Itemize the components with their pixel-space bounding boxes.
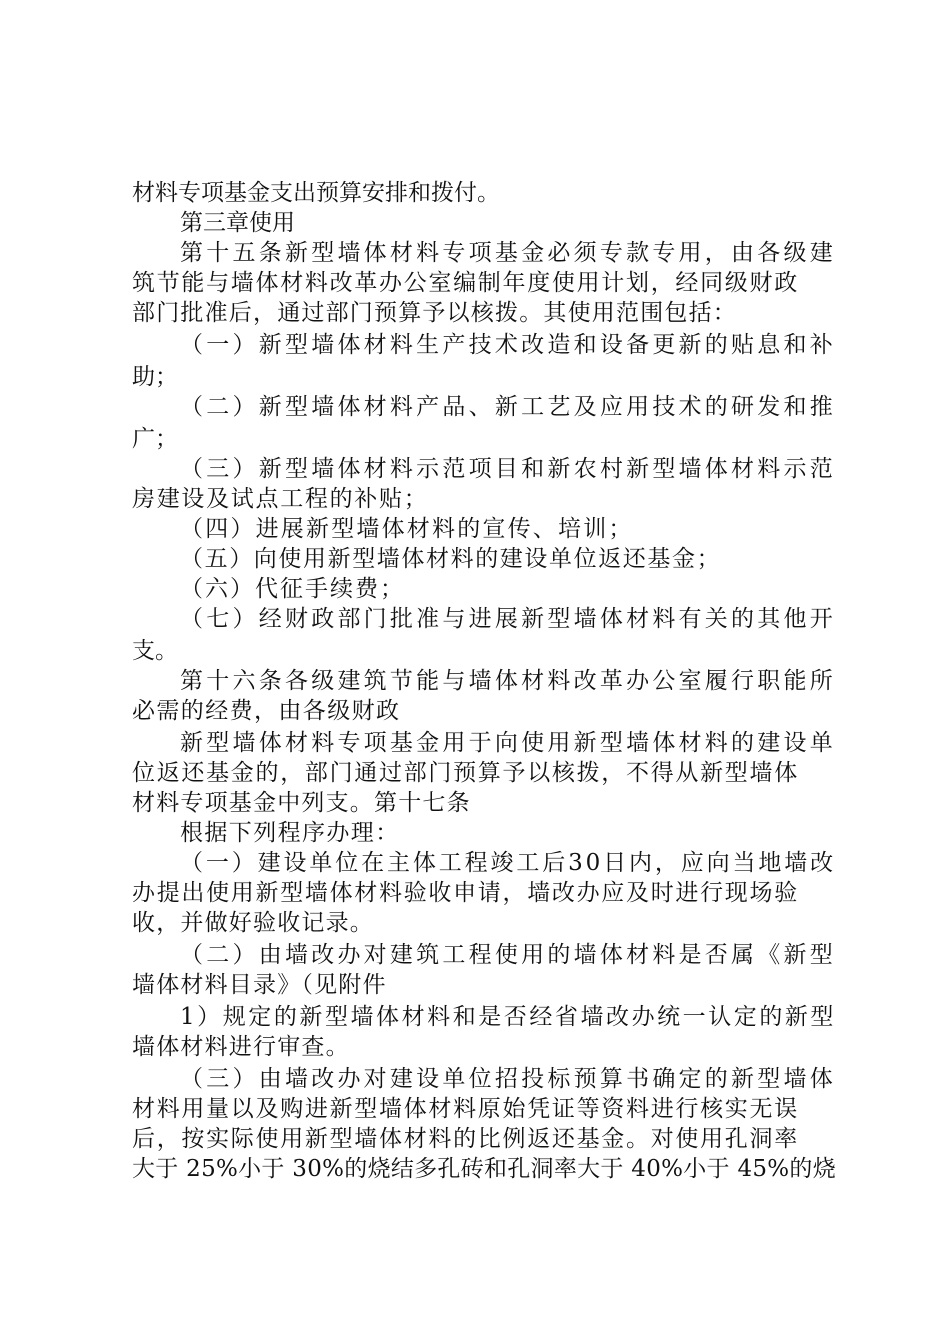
text-line: 筑节能与墙体材料改革办公室编制年度使用计划，经同级财政 [132, 270, 799, 296]
text-line: 大于 25%小于 30%的烧结多孔砖和孔洞率大于 40%小于 45%的烧 [132, 1156, 836, 1182]
text-line: 必需的经费，由各级财政 [132, 698, 401, 724]
text-line: （一）建设单位在主体工程竣工后30日内，应向当地墙改 [180, 850, 836, 876]
text-line: 第十五条新型墙体材料专项基金必须专款专用，由各级建 [180, 240, 836, 266]
text-line: （二）由墙改办对建筑工程使用的墙体材料是否属《新型 [180, 942, 836, 968]
text-line: 广； [132, 426, 178, 452]
text-line: 新型墙体材料专项基金用于向使用新型墙体材料的建设单 [180, 730, 836, 756]
text-line: （七）经财政部门批准与进展新型墙体材料有关的其他开 [180, 606, 836, 632]
text-line: 墙体材料进行审查。 [132, 1034, 350, 1060]
text-line: （五）向使用新型墙体材料的建设单位返还基金； [180, 546, 722, 572]
text-line: （一）新型墙体材料生产技术改造和设备更新的贴息和补 [180, 332, 836, 358]
text-line: 房建设及试点工程的补贴； [132, 486, 429, 512]
text-line: 后，按实际使用新型墙体材料的比例返还基金。对使用孔洞率 [132, 1126, 799, 1152]
text-line: 墙体材料目录》（见附件 [132, 972, 387, 998]
chapter-heading: 第三章使用 [180, 210, 295, 236]
text-line: 支。 [132, 638, 178, 664]
text-line: 收，并做好验收记录。 [132, 910, 374, 936]
text-line: 1）规定的新型墙体材料和是否经省墙改办统一认定的新型 [180, 1004, 836, 1030]
text-line: 材料用量以及购进新型墙体材料原始凭证等资料进行核实无误 [132, 1096, 799, 1122]
text-line: （六）代征手续费； [180, 576, 405, 602]
text-line: 助； [132, 364, 178, 390]
text-line: （三）由墙改办对建设单位招投标预算书确定的新型墙体 [180, 1066, 836, 1092]
text-line: 材料专项基金支出预算安排和拨付。 [132, 180, 500, 206]
text-line: （二）新型墙体材料产品、新工艺及应用技术的研发和推 [180, 394, 836, 420]
text-line: 材料专项基金中列支。第十七条 [132, 790, 471, 816]
text-line: 位返还基金的，部门通过部门预算予以核拨，不得从新型墙体 [132, 760, 799, 786]
text-line: （四）进展新型墙体材料的宣传、培训； [180, 516, 634, 542]
text-line: 办提出使用新型墙体材料验收申请，墙改办应及时进行现场验 [132, 880, 799, 906]
text-line: （三）新型墙体材料示范项目和新农村新型墙体材料示范 [180, 456, 836, 482]
text-line: 第十六条各级建筑节能与墙体材料改革办公室履行职能所 [180, 668, 836, 694]
text-line: 根据下列程序办理： [180, 820, 400, 846]
text-line: 部门批准后，通过部门预算予以核拨。其使用范围包括： [132, 300, 737, 326]
